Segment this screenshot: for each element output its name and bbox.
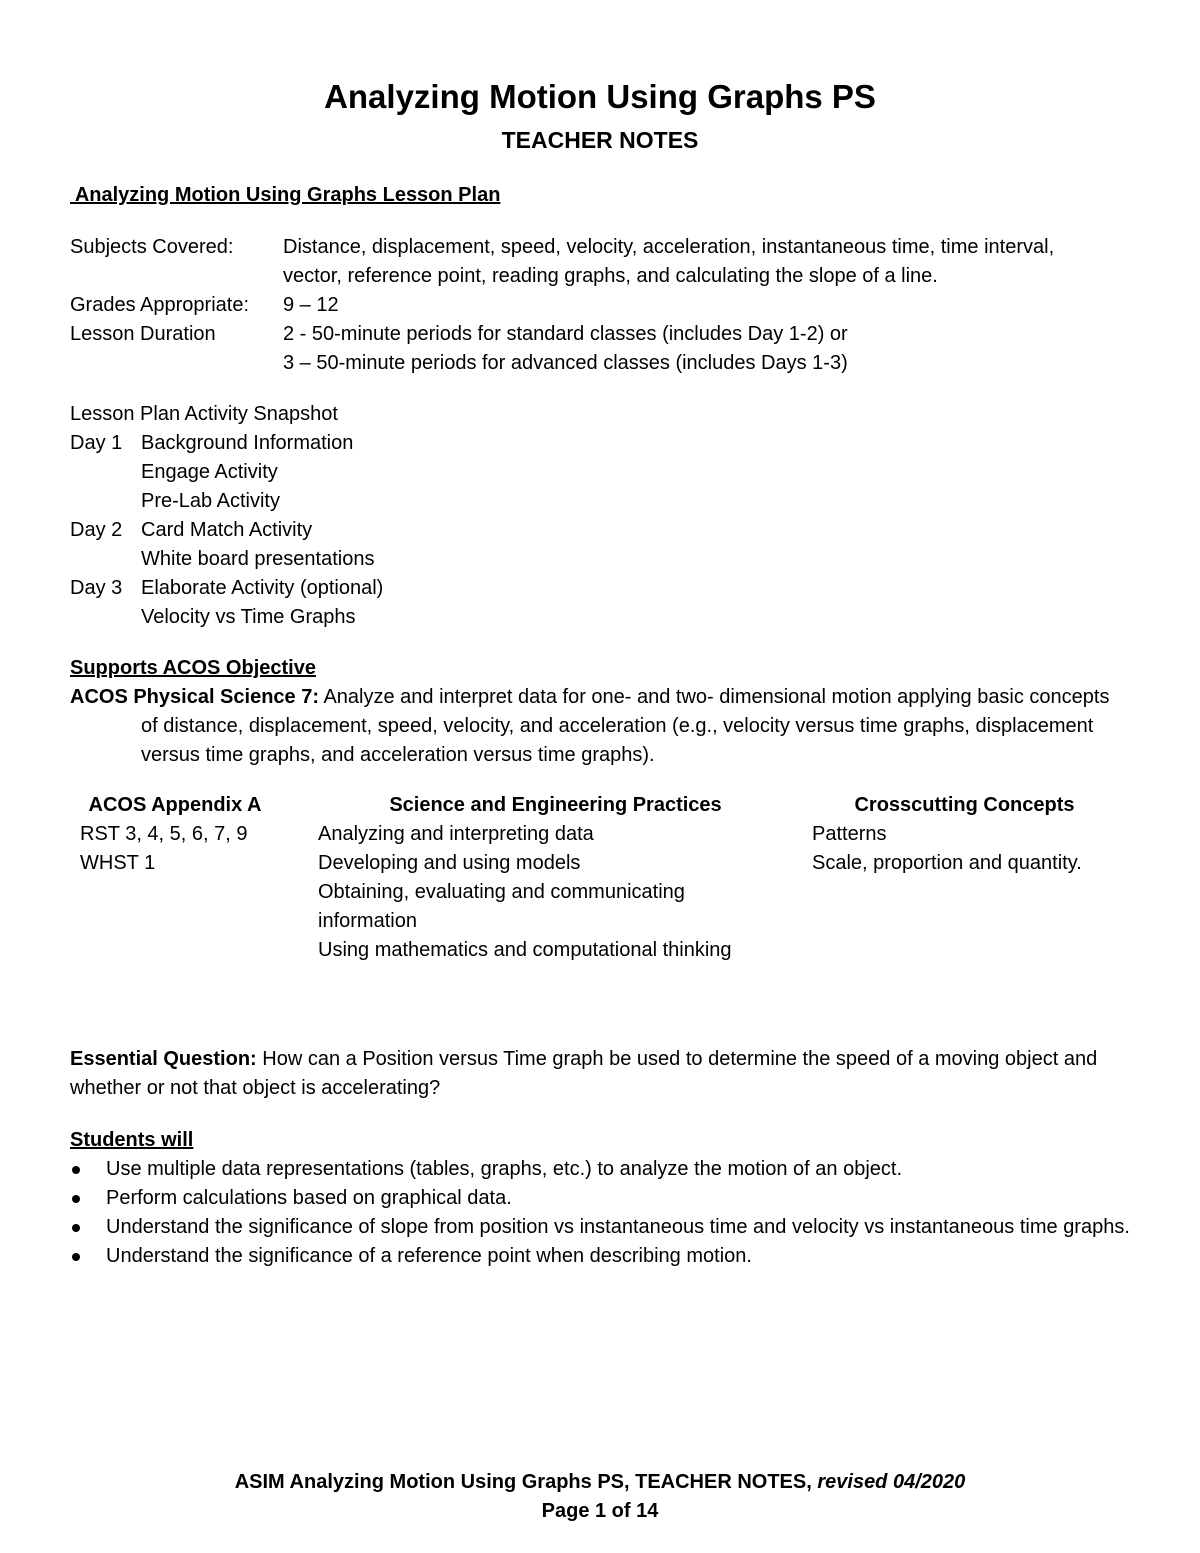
info-value-line: 9 – 12	[283, 294, 339, 316]
day-item: Velocity vs Time Graphs	[141, 606, 356, 628]
info-value	[283, 291, 1140, 320]
practice-item: Obtaining, evaluating and communicating information	[318, 881, 685, 932]
bullet-icon	[70, 1213, 106, 1242]
appendix-heading: ACOS Appendix A	[88, 794, 262, 816]
info-label: Grades Appropriate:	[70, 294, 249, 316]
info-label: Subjects Covered:	[70, 236, 234, 258]
objective-paragraph	[70, 683, 1130, 770]
objective-text: Analyze and interpret data for one- and two- dimensional motion applying basic concepts of distance, displacement, speed, velocity, and acceleration (e.g., velocity versus time graphs, displacement versus time graphs, and acceleration versus time graphs).	[141, 686, 1110, 766]
info-value-line: 3 – 50-minute periods for advanced classes (includes Days 1-3)	[283, 352, 848, 374]
info-row-subjects	[70, 233, 1140, 291]
objective-label: ACOS Physical Science 7:	[70, 686, 320, 708]
activity-snapshot	[70, 400, 670, 632]
day-items	[141, 429, 670, 516]
practice-item: Analyzing and interpreting data	[318, 823, 594, 845]
info-value	[283, 233, 1140, 291]
page-subtitle: TEACHER NOTES	[501, 127, 699, 153]
day-label: Day 1	[70, 432, 123, 454]
concepts-heading: Crosscutting Concepts	[854, 794, 1075, 816]
info-value	[283, 320, 1140, 378]
concepts-column	[812, 791, 1152, 878]
list-item	[70, 1155, 1130, 1184]
bullet-icon	[70, 1184, 106, 1213]
info-label: Lesson Duration	[70, 323, 216, 345]
list-item	[70, 1213, 1130, 1242]
info-row-duration	[70, 320, 1140, 378]
bullet-icon	[70, 1155, 106, 1184]
day-item: Engage Activity	[141, 461, 278, 483]
appendix-item: WHST 1	[80, 852, 156, 874]
appendix-item: RST 3, 4, 5, 6, 7, 9	[80, 823, 248, 845]
day-item: Pre-Lab Activity	[141, 490, 280, 512]
day-items	[141, 516, 670, 574]
info-value-line: vector, reference point, reading graphs, and calculating the slope of a line.	[283, 265, 938, 287]
info-value-line: Distance, displacement, speed, velocity, acceleration, instantaneous time, time interval,	[283, 236, 1055, 258]
day-label: Day 2	[70, 519, 123, 541]
essential-question	[70, 1045, 1130, 1103]
practices-column	[318, 791, 798, 965]
concept-item: Scale, proportion and quantity.	[812, 852, 1082, 874]
day-item: White board presentations	[141, 548, 375, 570]
day-item: Card Match Activity	[141, 519, 313, 541]
snapshot-day	[70, 429, 670, 516]
day-label: Day 3	[70, 577, 123, 599]
practice-item: Developing and using models	[318, 852, 581, 874]
list-item-text: Understand the significance of slope from position vs instantaneous time and velocity vs instantaneous time graphs.	[106, 1216, 1130, 1238]
concept-item: Patterns	[812, 823, 887, 845]
objective-heading: Supports ACOS Objective	[70, 657, 316, 679]
snapshot-day	[70, 516, 670, 574]
list-item-text: Perform calculations based on graphical data.	[106, 1187, 512, 1209]
appendix-column	[80, 791, 290, 878]
practices-heading: Science and Engineering Practices	[389, 794, 722, 816]
page-title: Analyzing Motion Using Graphs PS	[324, 78, 876, 115]
list-item-text: Understand the significance of a reference point when describing motion.	[106, 1245, 752, 1267]
snapshot-heading: Lesson Plan Activity Snapshot	[70, 403, 338, 425]
page-number: Page 1 of 14	[541, 1500, 659, 1522]
bullet-icon	[70, 1242, 106, 1271]
footer-revised: revised 04/2020	[811, 1471, 966, 1493]
essential-question-label: Essential Question:	[70, 1048, 257, 1070]
day-items	[141, 574, 670, 632]
footer-line	[0, 1468, 1200, 1497]
list-item	[70, 1184, 1130, 1213]
day-item: Elaborate Activity (optional)	[141, 577, 384, 599]
students-will-list	[70, 1155, 1130, 1271]
info-row-grades	[70, 291, 1140, 320]
page-footer	[0, 1468, 1200, 1526]
info-value-line: 2 - 50-minute periods for standard classes (includes Day 1-2) or	[283, 323, 848, 345]
snapshot-day	[70, 574, 670, 632]
students-will-heading: Students will	[70, 1129, 194, 1151]
lesson-plan-heading: Analyzing Motion Using Graphs Lesson Plan	[70, 184, 501, 206]
practice-item: Using mathematics and computational thinking	[318, 939, 732, 961]
footer-title: ASIM Analyzing Motion Using Graphs PS, TEACHER NOTES,	[234, 1471, 812, 1493]
list-item	[70, 1242, 1130, 1271]
essential-question-text: How can a Position versus Time graph be used to determine the speed of a moving object and whether or not that object is accelerating?	[70, 1048, 1098, 1099]
lesson-info-table	[70, 233, 1140, 378]
day-item: Background Information	[141, 432, 354, 454]
list-item-text: Use multiple data representations (tables, graphs, etc.) to analyze the motion of an object.	[106, 1158, 902, 1180]
